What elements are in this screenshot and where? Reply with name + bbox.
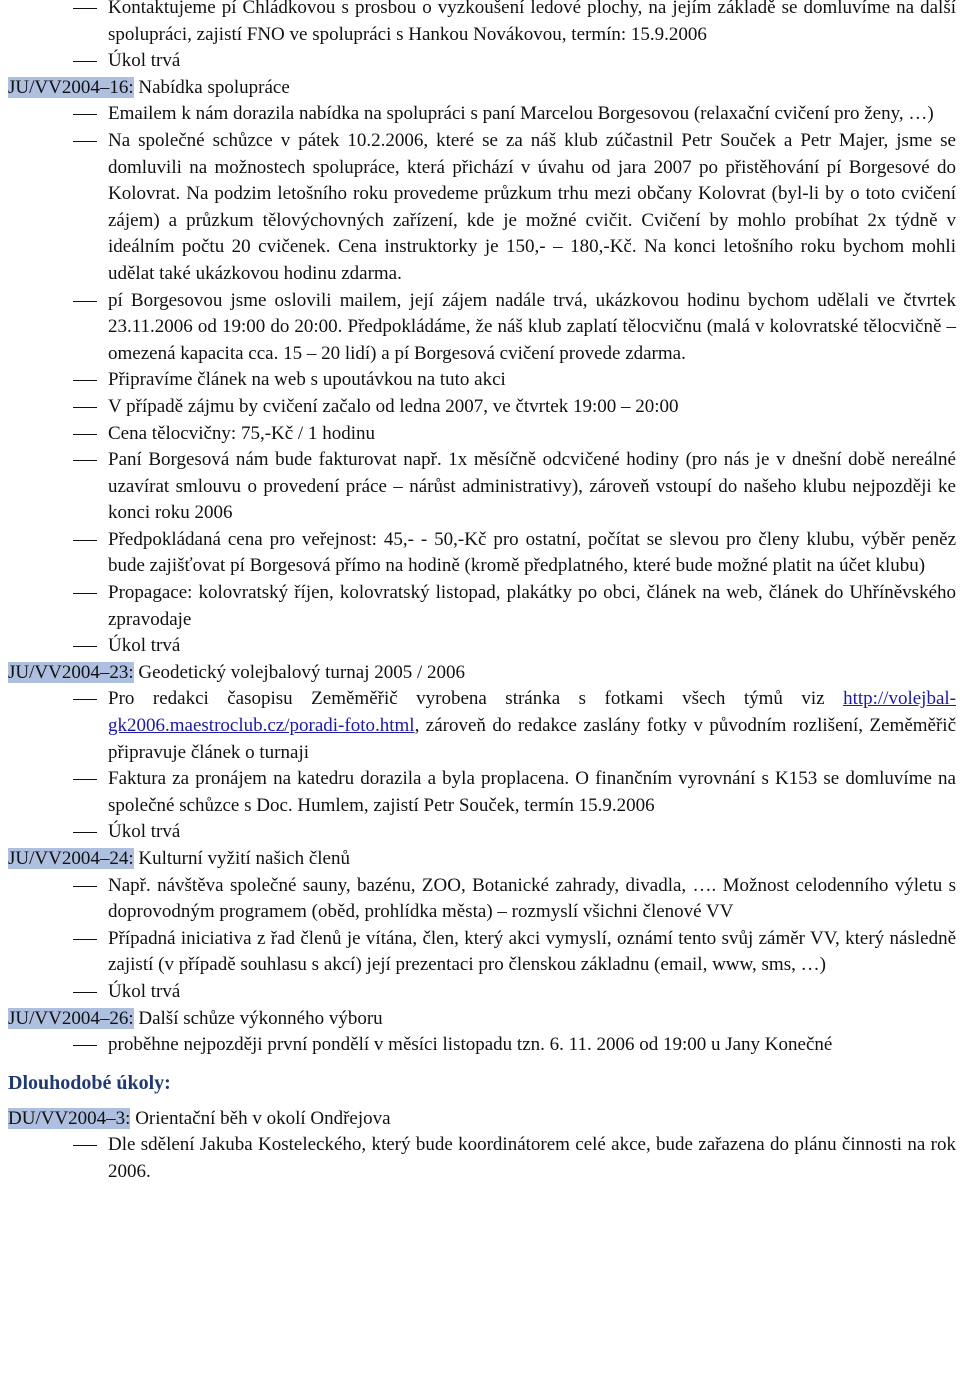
list-item-text: Emailem k nám dorazila nabídka na spolupráci s paní Marcelou Borgesovou (relaxační cvičení pro ženy, …) (108, 103, 934, 125)
task-heading (8, 660, 956, 687)
list-item-text: Faktura za pronájem na katedru dorazila a byla proplacena. O finančním vyrovnání s K153 se domluvíme na společné schůzce s Doc. Humlem, zajistí Petr Souček, termín 15.9.2006 (108, 768, 956, 816)
list-item (8, 926, 956, 979)
list-item (8, 1032, 956, 1059)
dash-bullet (73, 886, 97, 887)
task-status: Úkol trvá (108, 980, 181, 1002)
list-item-text: Předpokládaná cena pro veřejnost: 45,- - 50,-Kč pro ostatní, počítat se slevou pro členy klubu, výběr peněz bude zajišťovat pí Borgesová přímo na hodině (kromě předplatného, které bude možné platit na účet klubu) (108, 528, 956, 577)
list-item (8, 447, 956, 527)
list-item (8, 686, 956, 766)
dash-bullet (73, 434, 97, 435)
list-item (8, 580, 956, 633)
dash-bullet (73, 540, 97, 541)
task-status: Úkol trvá (108, 821, 181, 843)
list-item (8, 819, 956, 846)
task-code: JU/VV2004–26: (8, 1007, 134, 1029)
dash-bullet (73, 992, 97, 993)
task-heading (8, 1106, 956, 1133)
task-heading (8, 846, 956, 873)
task-code: DU/VV2004–3: (8, 1107, 131, 1129)
list-item-text: Kontaktujeme pí Chládkovou s prosbou o vyzkoušení ledové plochy, na jejím základě se domluvíme na další spolupráci, zajistí FNO ve spolupráci s Hankou Novákovou, termín: 15.9.2006 (108, 0, 956, 45)
list-item (8, 0, 956, 48)
task-code: JU/VV2004–23: (8, 661, 134, 683)
dash-bullet (73, 1145, 97, 1146)
task-heading (8, 75, 956, 102)
list-item-text: Cena tělocvičny: 75,-Kč / 1 hodinu (108, 422, 375, 444)
dash-bullet (73, 380, 97, 381)
task-title: Orientační běh v okolí Ondřejova (130, 1107, 391, 1129)
list-item-text: , zároveň do redakce zaslány fotky v původním rozlišení, Zeměměřič připravuje článek o turnaji (108, 715, 956, 763)
list-item-text: Případná iniciativa z řad členů je vítána, člen, který akci vymyslí, oznámí tento svůj záměr VV, který následně zajistí (v případě souhlasu s akcí) její prezentaci pro členskou základnu (email, www, sms, …) (108, 927, 956, 976)
list-item-text: pí Borgesovou jsme oslovili mailem, její zájem nadále trvá, ukázkovou hodinu bychom udělali ve čtvrtek 23.11.2006 od 19:00 do 20:00. Předpokládáme, že náš klub zaplatí tělocvičnu (malá v kolovratské tělocvičně – omezená kapacita cca. 15 – 20 lidí) a pí Borgesová cvičení provede zdarma. (108, 289, 956, 364)
section-heading: Dlouhodobé úkoly: (8, 1071, 171, 1094)
dash-bullet (73, 407, 97, 408)
list-item (8, 288, 956, 368)
list-item-text: Dle sdělení Jakuba Kosteleckého, který bude koordinátorem celé akce, bude zařazena do plánu činnosti na rok 2006. (108, 1134, 956, 1182)
task-title: Geodetický volejbalový turnaj 2005 / 2006 (133, 661, 466, 683)
list-item (8, 979, 956, 1006)
task-title: Další schůze výkonného výboru (133, 1007, 383, 1029)
dash-bullet (73, 301, 97, 302)
task-status: Úkol trvá (108, 50, 181, 72)
task-heading (8, 1006, 956, 1033)
dash-bullet (73, 699, 97, 700)
task-title: Nabídka spolupráce (133, 76, 290, 98)
list-item-text: proběhne nejpozději první pondělí v měsíci listopadu tzn. 6. 11. 2006 od 19:00 u Jany Konečné (108, 1034, 833, 1056)
task-status: Úkol trvá (108, 635, 181, 657)
list-item (8, 394, 956, 421)
dash-bullet (73, 646, 97, 647)
list-item-text: V případě zájmu by cvičení začalo od ledna 2007, ve čtvrtek 19:00 – 20:00 (108, 395, 679, 417)
dash-bullet (73, 832, 97, 833)
list-item-text: Paní Borgesová nám bude fakturovat např. 1x měsíčně odcvičené hodiny (pro nás je v dnešní době nereálné uzavírat smlouvu o provedení práce – nárůst administrativy), zároveň vstoupí do našeho klubu nejpozději ke konci roku 2006 (108, 449, 956, 524)
list-item-text: Propagace: kolovratský říjen, kolovratský listopad, plakátky po obci, článek na web, článek do Uhříněvského zpravodaje (108, 582, 956, 630)
task-title: Kulturní vyžití našich členů (133, 848, 350, 869)
list-item (8, 873, 956, 926)
document-page (8, 0, 956, 1186)
dash-bullet (73, 939, 97, 940)
list-item (8, 766, 956, 819)
task-code: JU/VV2004–16: (8, 76, 134, 98)
list-item-text: Pro redakci časopisu Zeměměřič vyrobena stránka s fotkami všech týmů viz (108, 688, 844, 710)
list-item (8, 1132, 956, 1185)
list-item (8, 421, 956, 448)
list-item (8, 633, 956, 660)
list-item (8, 367, 956, 394)
list-item (8, 48, 956, 75)
dash-bullet (73, 114, 97, 115)
list-item-text: Např. návštěva společné sauny, bazénu, ZOO, Botanické zahrady, divadla, …. Možnost celodenního výletu s doprovodným programem (oběd, prohlídka města) – rozmyslí všichni členové VV (108, 874, 956, 923)
dash-bullet (73, 1045, 97, 1046)
dash-bullet (73, 141, 97, 142)
task-code: JU/VV2004–24: (8, 848, 134, 869)
list-item (8, 527, 956, 580)
list-item (8, 101, 956, 128)
list-item (8, 128, 956, 288)
list-item-text: Připravíme článek na web s upoutávkou na tuto akci (108, 369, 506, 391)
photo-page-link[interactable]: http://volejbal-gk2006.maestroclub.cz/poradi-foto.html (108, 688, 956, 737)
dash-bullet (73, 8, 97, 9)
dash-bullet (73, 61, 97, 62)
dash-bullet (73, 460, 97, 461)
list-item-text: Na společné schůzce v pátek 10.2.2006, které se za náš klub zúčastnil Petr Souček a Petr Majer, jsme se domluvili na možnostech spolupráce, která přichází v úvahu od jara 2007 po přistěhování pí Borgesové do Kolovrat. Na podzim letošního roku provedeme průzkum trhu mezi občany Kolovrat (byl-li by o toto cvičení zájem) a průzkum tělovýchovných zařízení, kde je možné cvičit. Cvičení by mohlo probíhat 2x týdně v ideálním počtu 20 cvičenek. Cena instruktorky je 150,- – 180,-Kč. Na konci letošního roku bychom mohli udělat také ukázkovou hodinu zdarma. (108, 129, 956, 284)
dash-bullet (73, 593, 97, 594)
dash-bullet (73, 779, 97, 780)
